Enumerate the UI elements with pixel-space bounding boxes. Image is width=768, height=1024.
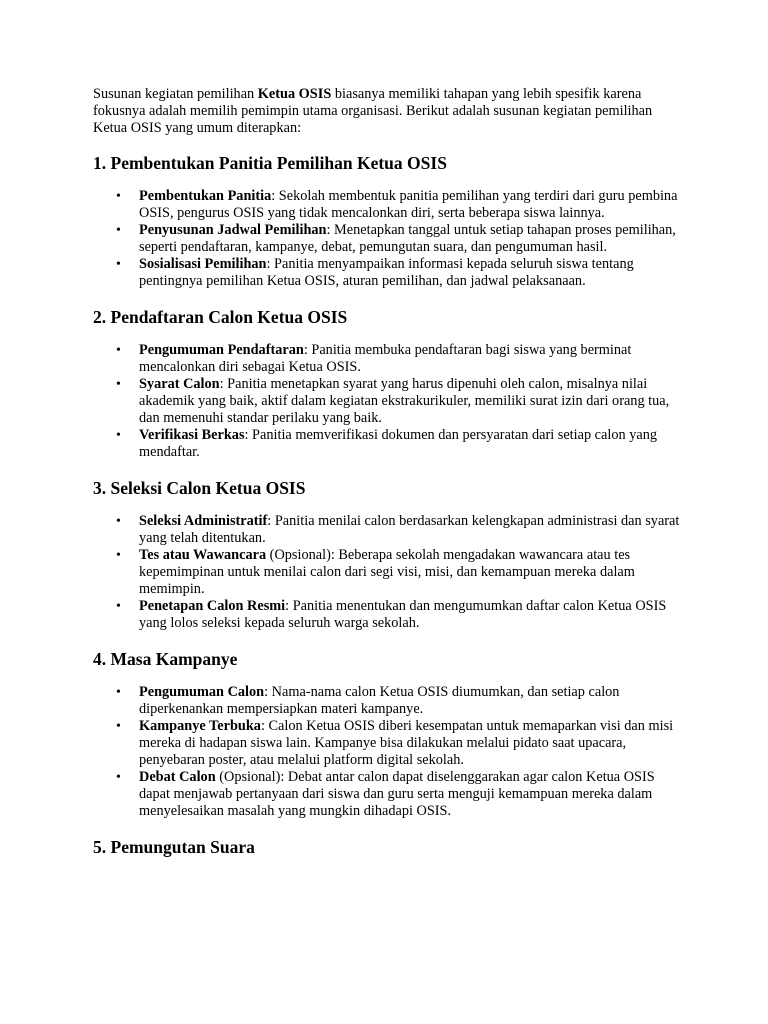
bullet-list: [93, 513, 683, 632]
item-text: : Menetapkan tanggal untuk setiap tahapan proses pemilihan, seperti pendaftaran, kampanye, debat, pemungutan suara, dan pengumuman hasil.: [139, 222, 676, 255]
bullet-icon: •: [116, 189, 121, 204]
item-text: : Panitia menyampaikan informasi kepada seluruh siswa tentang pentingnya pemilihan Ketua OSIS, aturan pemilihan, dan jadwal pelaksanaan.: [139, 256, 634, 289]
section-pembentukan-panitia: [93, 153, 683, 290]
bullet-icon: •: [116, 343, 121, 358]
item-term: Sosialisasi Pemilihan: [139, 256, 267, 272]
list-item: [93, 718, 683, 769]
item-text: (Opsional): Beberapa sekolah mengadakan wawancara atau tes kepemimpinan untuk menilai calon dari segi visi, misi, dan kemampuan mereka dalam memimpin.: [139, 547, 635, 597]
section-pemungutan-suara: [93, 837, 683, 858]
section-pendaftaran-calon: [93, 307, 683, 461]
item-text: : Panitia memverifikasi dokumen dan persyaratan dari setiap calon yang mendaftar.: [139, 427, 658, 460]
section-heading: 2. Pendaftaran Calon Ketua OSIS: [93, 307, 348, 327]
bullet-icon: •: [116, 599, 121, 614]
bullet-icon: •: [116, 719, 121, 734]
item-text: : Panitia menentukan dan mengumumkan daftar calon Ketua OSIS yang lolos seleksi kepada seluruh warga sekolah.: [139, 598, 667, 631]
item-term: Syarat Calon: [139, 376, 220, 392]
list-item: [93, 598, 683, 632]
item-term: Pengumuman Calon: [139, 684, 265, 700]
item-term: Penetapan Calon Resmi: [139, 598, 286, 614]
intro-paragraph: [93, 86, 683, 137]
list-item: [93, 342, 683, 376]
list-item: [93, 427, 683, 461]
bullet-icon: •: [116, 428, 121, 443]
bullet-icon: •: [116, 257, 121, 272]
intro-text-after: biasanya memiliki tahapan yang lebih spesifik karena fokusnya adalah memilih pemimpin utama organisasi. Berikut adalah susunan kegiatan pemilihan Ketua OSIS yang umum diterapkan:: [93, 86, 653, 136]
item-text: : Panitia menilai calon berdasarkan kelengkapan administrasi dan syarat yang telah ditentukan.: [139, 513, 680, 546]
item-text: : Panitia menetapkan syarat yang harus dipenuhi oleh calon, misalnya nilai akademik yang baik, aktif dalam kegiatan ekstrakurikuler, memiliki surat izin dari orang tua, dan memenuhi standar perilaku yang baik.: [139, 376, 670, 426]
item-text: : Nama-nama calon Ketua OSIS diumumkan, dan setiap calon diperkenankan mempersiapkan materi kampanye.: [139, 684, 620, 717]
item-term: Pengumuman Pendaftaran: [139, 342, 304, 358]
list-item: [93, 222, 683, 256]
document-page: [93, 86, 683, 858]
item-text: : Panitia membuka pendaftaran bagi siswa yang berminat mencalonkan diri sebagai Ketua OSIS.: [139, 342, 632, 375]
bullet-icon: •: [116, 514, 121, 529]
intro-bold-term: Ketua OSIS: [257, 86, 332, 102]
bullet-list: [93, 684, 683, 820]
list-item: [93, 547, 683, 598]
bullet-list: [93, 342, 683, 461]
bullet-icon: •: [116, 223, 121, 238]
list-item: [93, 513, 683, 547]
bullet-icon: •: [116, 685, 121, 700]
item-term: Penyusunan Jadwal Pemilihan: [139, 222, 327, 238]
item-term: Kampanye Terbuka: [139, 718, 261, 734]
intro-text-before: Susunan kegiatan pemilihan: [93, 86, 258, 102]
section-heading: 1. Pembentukan Panitia Pemilihan Ketua OSIS: [93, 153, 447, 173]
item-text: : Calon Ketua OSIS diberi kesempatan untuk memaparkan visi dan misi mereka di hadapan siswa lain. Kampanye bisa dilakukan melalui pidato saat upacara, penyebaran poster, atau melalui platform digital sekolah.: [139, 718, 674, 768]
section-seleksi-calon: [93, 478, 683, 632]
item-term: Pembentukan Panitia: [139, 188, 272, 204]
item-term: Verifikasi Berkas: [139, 427, 245, 443]
bullet-list: [93, 188, 683, 290]
item-text: (Opsional): Debat antar calon dapat diselenggarakan agar calon Ketua OSIS dapat menjawab pertanyaan dari siswa dan guru serta menguji kemampuan mereka dalam menyelesaikan masalah yang mungkin dihadapi OSIS.: [139, 769, 655, 819]
section-masa-kampanye: [93, 649, 683, 820]
list-item: [93, 256, 683, 290]
section-heading: 3. Seleksi Calon Ketua OSIS: [93, 478, 306, 498]
bullet-icon: •: [116, 548, 121, 563]
item-term: Tes atau Wawancara: [139, 547, 267, 563]
list-item: [93, 188, 683, 222]
item-term: Seleksi Administratif: [139, 513, 268, 529]
item-term: Debat Calon: [139, 769, 216, 785]
bullet-icon: •: [116, 377, 121, 392]
bullet-icon: •: [116, 770, 121, 785]
item-text: : Sekolah membentuk panitia pemilihan yang terdiri dari guru pembina OSIS, pengurus OSIS yang tidak mencalonkan diri, serta beberapa siswa lainnya.: [139, 188, 678, 221]
list-item: [93, 769, 683, 820]
list-item: [93, 684, 683, 718]
list-item: [93, 376, 683, 427]
section-heading: 5. Pemungutan Suara: [93, 837, 255, 857]
section-heading: 4. Masa Kampanye: [93, 649, 238, 669]
